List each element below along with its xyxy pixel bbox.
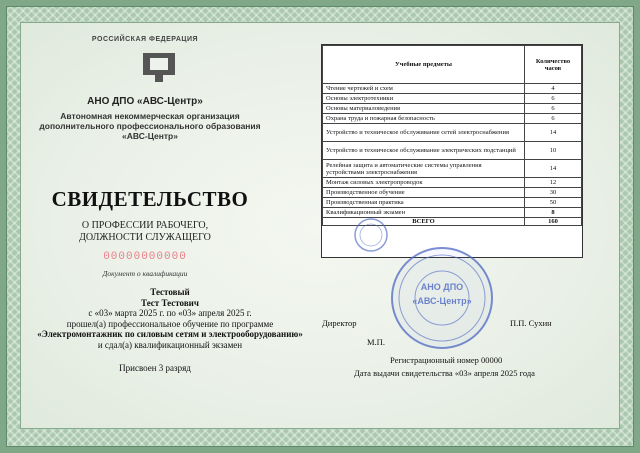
subject-hours: 8 (525, 208, 582, 218)
document-subtitle (0, 220, 290, 244)
subject-hours: 12 (525, 178, 582, 188)
subject-name: Основы электротехники (323, 94, 525, 104)
holder-name: Тест Тестович (141, 297, 199, 308)
table-row (323, 104, 582, 114)
header-subjects: Учебные предметы (323, 46, 525, 84)
stamp-text-main: «АВС-Центр» (412, 296, 472, 306)
table-row (323, 142, 582, 160)
org-full-name (0, 111, 300, 141)
program-intro: прошел(а) профессиональное обучение по программе (66, 318, 274, 329)
exam-text: и сдал(а) квалификационный экзамен (97, 339, 243, 350)
subject-name: Устройство и техническое обслуживание электрических подстанций (323, 142, 525, 160)
org-full-line-1: Автономная некоммерческая организация (60, 111, 240, 121)
total-label: ВСЕГО (323, 218, 525, 226)
subject-hours: 4 (525, 84, 582, 94)
subject-name: Монтаж силовых электропроводок (323, 178, 525, 188)
subject-name: Чтение чертежей и схем (323, 84, 525, 94)
header-hours: Количество часов (525, 46, 582, 84)
subject-name: Основы материаловедения (323, 104, 525, 114)
table-row (323, 178, 582, 188)
training-period: с «03» марта 2025 г. по «03» апреля 2025 г. (88, 308, 252, 318)
certificate-number: 00000000000 (103, 251, 187, 263)
subject-hours: 14 (525, 160, 582, 178)
subject-hours: 30 (525, 188, 582, 198)
subject-name: Охрана труда и пожарная безопасность (323, 114, 525, 124)
organization-stamp (388, 244, 496, 352)
org-short-name: АНО ДПО «АВС-Центр» (87, 96, 203, 107)
table-row (323, 84, 582, 94)
certificate-body (0, 287, 340, 350)
director-label: Директор (322, 318, 357, 328)
country-label: РОССИЙСКАЯ ФЕДЕРАЦИЯ (91, 36, 199, 43)
assigned-rank: Присвоен 3 разряд (119, 363, 191, 373)
holder-surname: Тестовый (150, 287, 190, 297)
subject-hours: 6 (525, 114, 582, 124)
org-full-line-3: «АВС-Центр» (122, 131, 178, 141)
small-stamp-icon (352, 216, 390, 254)
director-name: П.П. Сухин (510, 318, 552, 328)
subject-hours: 6 (525, 104, 582, 114)
document-type: Документ о квалификации (102, 269, 188, 278)
subtitle-line-1: О ПРОФЕССИИ РАБОЧЕГО, (81, 220, 209, 231)
program-name: «Электромонтажник по силовым сетям и электрооборудованию» (37, 329, 303, 339)
subject-name: Производственная практика (323, 198, 525, 208)
org-logo-icon (142, 52, 176, 84)
table-row (323, 94, 582, 104)
registration-number: Регистрационный номер 00000 (390, 355, 503, 365)
subject-name: Квалификационный экзамен (323, 208, 525, 218)
table-row (323, 188, 582, 198)
subjects-table-body (323, 84, 582, 218)
issue-date: Дата выдачи свидетельства «03» апреля 2025 года (354, 368, 535, 378)
subject-name: Релейная защита и автоматические системы управления устройствами электроснабжения (323, 160, 525, 178)
subjects-table-grid (322, 45, 582, 226)
table-row (323, 114, 582, 124)
stamp-text-top: АНО ДПО (420, 282, 464, 292)
subtitle-line-2: ДОЛЖНОСТИ СЛУЖАЩЕГО (79, 232, 211, 243)
table-row (323, 198, 582, 208)
subject-hours: 10 (525, 142, 582, 160)
subject-name: Производственное обучение (323, 188, 525, 198)
total-hours: 160 (525, 218, 582, 226)
subject-hours: 6 (525, 94, 582, 104)
subject-hours: 50 (525, 198, 582, 208)
subject-hours: 14 (525, 124, 582, 142)
table-row (323, 124, 582, 142)
seal-place-label: М.П. (367, 337, 385, 347)
table-row (323, 160, 582, 178)
org-full-line-2: дополнительного профессионального образования (39, 121, 261, 131)
subject-name: Устройство и техническое обслуживание сетей электроснабжения (323, 124, 525, 142)
document-title: СВИДЕТЕЛЬСТВО (51, 187, 249, 211)
